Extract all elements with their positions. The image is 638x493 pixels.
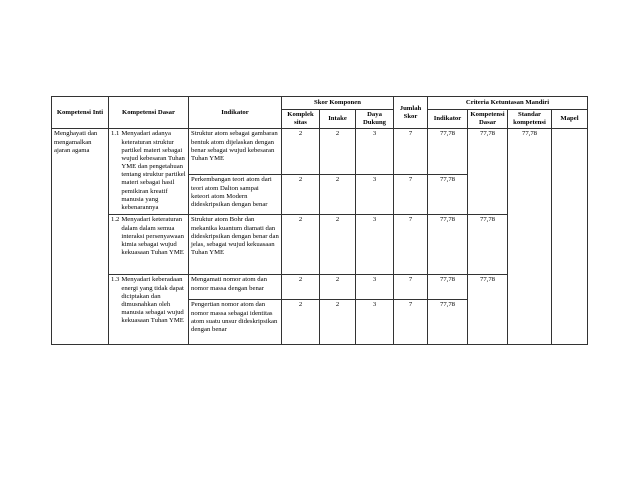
header-indikator-sub: Indikator	[428, 110, 468, 129]
header-mapel: Mapel	[552, 110, 588, 129]
header-intake: Intake	[320, 110, 356, 129]
daya-dukung-cell: 3	[356, 275, 394, 300]
intake-cell: 2	[320, 215, 356, 275]
kompleksitas-cell: 2	[282, 300, 320, 345]
table-row	[52, 275, 588, 300]
nilai-kd-cell: 77,78	[468, 215, 508, 275]
kd-number: 1.3	[111, 276, 120, 284]
kompetensi-inti-cell: Menghayati dan mengamalkan ajaran agama	[52, 129, 109, 345]
intake-cell: 2	[320, 175, 356, 215]
jumlah-cell: 7	[394, 129, 428, 175]
daya-dukung-cell: 3	[356, 300, 394, 345]
daya-dukung-cell: 3	[356, 215, 394, 275]
kompleksitas-cell: 2	[282, 129, 320, 175]
header-kompetensi-dasar: Kompetensi Dasar	[109, 97, 189, 129]
daya-dukung-cell: 3	[356, 175, 394, 215]
header-standar-kompetensi: Standar kompetensi	[508, 110, 552, 129]
header-indikator: Indikator	[189, 97, 282, 129]
standar-kompetensi-cell: 77,78	[508, 129, 552, 345]
jumlah-cell: 7	[394, 215, 428, 275]
header-kompetensi-inti: Kompetensi Inti	[52, 97, 109, 129]
header-skor-komponen: Skor Komponen	[282, 97, 394, 110]
kd-text: Menyadari keberadaan energi yang tidak dapat diciptakan dan dimusnahkan oleh manusia sebagai wujud kekuasaan Tuhan YME	[121, 276, 184, 325]
header-kompetensi-dasar-sub: Kompetensi Dasar	[468, 110, 508, 129]
intake-cell: 2	[320, 129, 356, 175]
kd-text: Menyadari keteraturan dalam dalam semua interaksi persenyawaan kimia sebagai wujud kekuasaan Tuhan YME	[121, 216, 184, 257]
kd-cell	[109, 129, 189, 215]
kompleksitas-cell: 2	[282, 215, 320, 275]
jumlah-cell: 7	[394, 175, 428, 215]
header-jumlah-skor: Jumlah Skor	[394, 97, 428, 129]
kd-cell	[109, 215, 189, 275]
nilai-indikator-cell: 77,78	[428, 129, 468, 175]
indikator-cell: Mengamati nomor atom dan nomor massa dengan benar	[189, 275, 282, 300]
nilai-indikator-cell: 77,78	[428, 275, 468, 300]
indikator-cell: Struktur atom sebagai gambaran bentuk atom dijelaskan dengan benar sebagai wujud kebesaran Tuhan YME	[189, 129, 282, 175]
jumlah-cell: 7	[394, 275, 428, 300]
kd-cell	[109, 275, 189, 345]
indikator-cell: Pengertian nomor atom dan nomor massa sebagai identitas atom suatu unsur dideskripsikan dengan benar	[189, 300, 282, 345]
intake-cell: 2	[320, 275, 356, 300]
nilai-indikator-cell: 77,78	[428, 215, 468, 275]
kd-number: 1.2	[111, 216, 120, 224]
intake-cell: 2	[320, 300, 356, 345]
jumlah-cell: 7	[394, 300, 428, 345]
header-criteria: Criteria Ketuntasan Mandiri	[428, 97, 588, 110]
daya-dukung-cell: 3	[356, 129, 394, 175]
kkm-table	[51, 96, 588, 345]
indikator-cell: Perkembangan teori atom dari teori atom Dalton sampai keteori atom Modern dideskripsikan dengan benar	[189, 175, 282, 215]
nilai-kd-cell: 77,78	[468, 129, 508, 215]
nilai-kd-cell: 77,78	[468, 275, 508, 345]
kd-text: Menyadari adanya keteraturan struktur partikel materi sebagai wujud kebesaran Tuhan YME dan pengetahuan tentang struktur partikel materi sebagai hasil pemikiran kreatif manusia yang kebenarannya	[121, 130, 186, 211]
header-daya-dukung: Daya Dukung	[356, 110, 394, 129]
kompleksitas-cell: 2	[282, 175, 320, 215]
kd-number: 1.1	[111, 130, 120, 138]
mapel-cell	[552, 129, 588, 345]
table-row	[52, 129, 588, 175]
header-kompleksitas: Komplek sitas	[282, 110, 320, 129]
indikator-cell: Struktur atom Bohr dan mekanika kuantum diamati dan dideskripsikan dengan benar dan jelas, sebagai wujud kekuasaan Tuhan YME	[189, 215, 282, 275]
table-row	[52, 215, 588, 275]
nilai-indikator-cell: 77,78	[428, 175, 468, 215]
kompleksitas-cell: 2	[282, 275, 320, 300]
nilai-indikator-cell: 77,78	[428, 300, 468, 345]
